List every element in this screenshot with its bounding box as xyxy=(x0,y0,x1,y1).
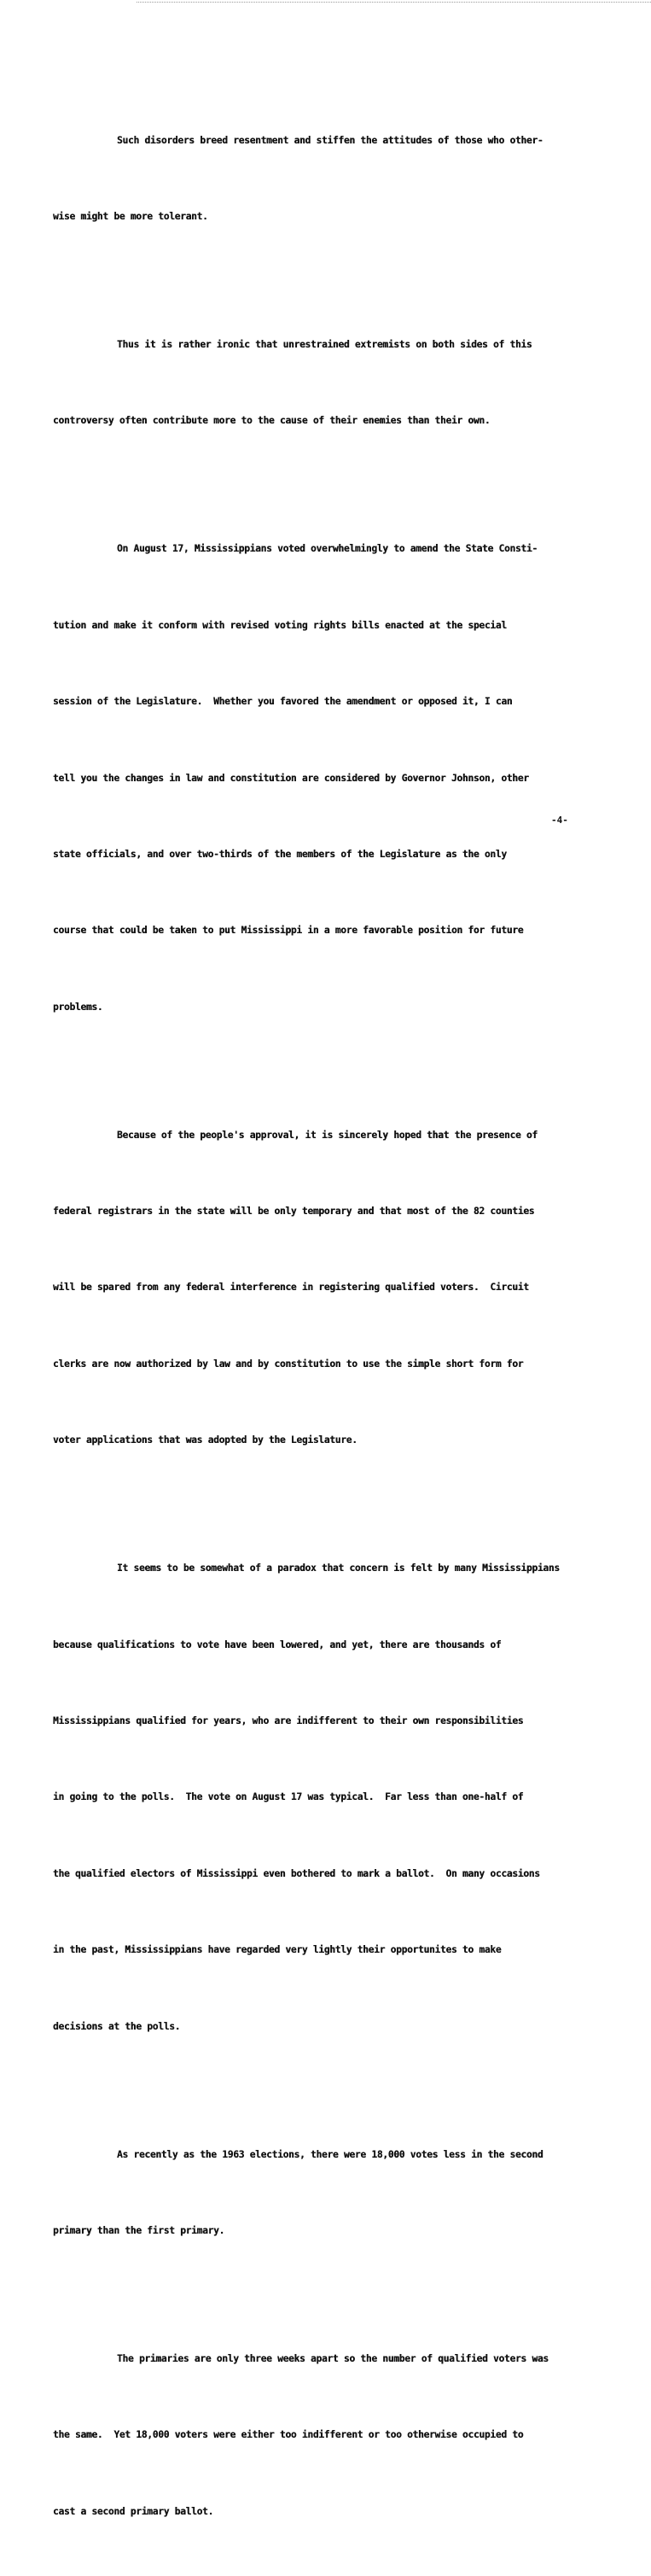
text-line: It seems to be somewhat of a paradox that concern is felt by many Mississippians xyxy=(117,1563,560,1574)
paragraph-6 xyxy=(53,2091,633,2294)
text-line: in going to the polls. The vote on August 17 was typical. Far less than one-half of xyxy=(53,1791,524,1803)
text-line: cast a second primary ballot. xyxy=(53,2505,214,2517)
paragraph-7 xyxy=(53,2295,633,2575)
text-line: session of the Legislature. Whether you favored the amendment or opposed it, I can xyxy=(53,696,513,708)
text-line: will be spared from any federal interference in registering qualified voters. Circuit xyxy=(53,1282,529,1294)
text-line: decisions at the polls. xyxy=(53,2020,181,2032)
text-line: in the past, Mississippians have regarded very lightly their opportunites to make xyxy=(53,1944,502,1956)
text-line: wise might be more tolerant. xyxy=(53,210,208,222)
text-line: Because of the people's approval, it is sincerely hoped that the presence of xyxy=(117,1129,538,1141)
text-line: controversy often contribute more to the cause of their enemies than their own. xyxy=(53,415,491,427)
document-page xyxy=(53,77,633,2576)
paragraph-2 xyxy=(53,281,633,484)
text-line: tution and make it conform with revised voting rights bills enacted at the special xyxy=(53,619,507,631)
paragraph-1 xyxy=(53,77,633,280)
text-line: The primaries are only three weeks apart so the number of qualified voters was xyxy=(117,2352,549,2364)
text-line: course that could be taken to put Mississippi in a more favorable position for future xyxy=(53,925,524,937)
paragraph-4 xyxy=(53,1072,633,1504)
text-line: tell you the changes in law and constitution are considered by Governor Johnson, other xyxy=(53,772,529,784)
text-line: primary than the first primary. xyxy=(53,2224,225,2236)
text-line: problems. xyxy=(53,1001,103,1013)
text-line: Such disorders breed resentment and stiffen the attitudes of those who other- xyxy=(117,134,543,146)
paragraph-5 xyxy=(53,1505,633,2090)
text-line: clerks are now authorized by law and by constitution to use the simple short form for xyxy=(53,1358,524,1370)
text-line: On August 17, Mississippians voted overwhelmingly to amend the State Consti- xyxy=(117,543,538,555)
top-dotted-border xyxy=(137,2,651,3)
text-line: because qualifications to vote have been lowered, and yet, there are thousands of xyxy=(53,1638,502,1650)
text-line: federal registrars in the state will be only temporary and that most of the 82 counties xyxy=(53,1206,535,1218)
paragraph-3 xyxy=(53,486,633,1071)
text-line: Mississippians qualified for years, who are indifferent to their own responsibilities xyxy=(53,1715,524,1726)
text-line: the same. Yet 18,000 voters were either too indifferent or too otherwise occupied to xyxy=(53,2429,524,2441)
text-line: Thus it is rather ironic that unrestrained extremists on both sides of this xyxy=(117,338,532,350)
text-line: state officials, and over two-thirds of the members of the Legislature as the only xyxy=(53,848,507,860)
text-line: the qualified electors of Mississippi even bothered to mark a ballot. On many occasions xyxy=(53,1867,540,1879)
text-line: As recently as the 1963 elections, there were 18,000 votes less in the second xyxy=(117,2148,543,2160)
page-number: -4- xyxy=(551,815,568,826)
text-line: voter applications that was adopted by the Legislature. xyxy=(53,1434,357,1446)
